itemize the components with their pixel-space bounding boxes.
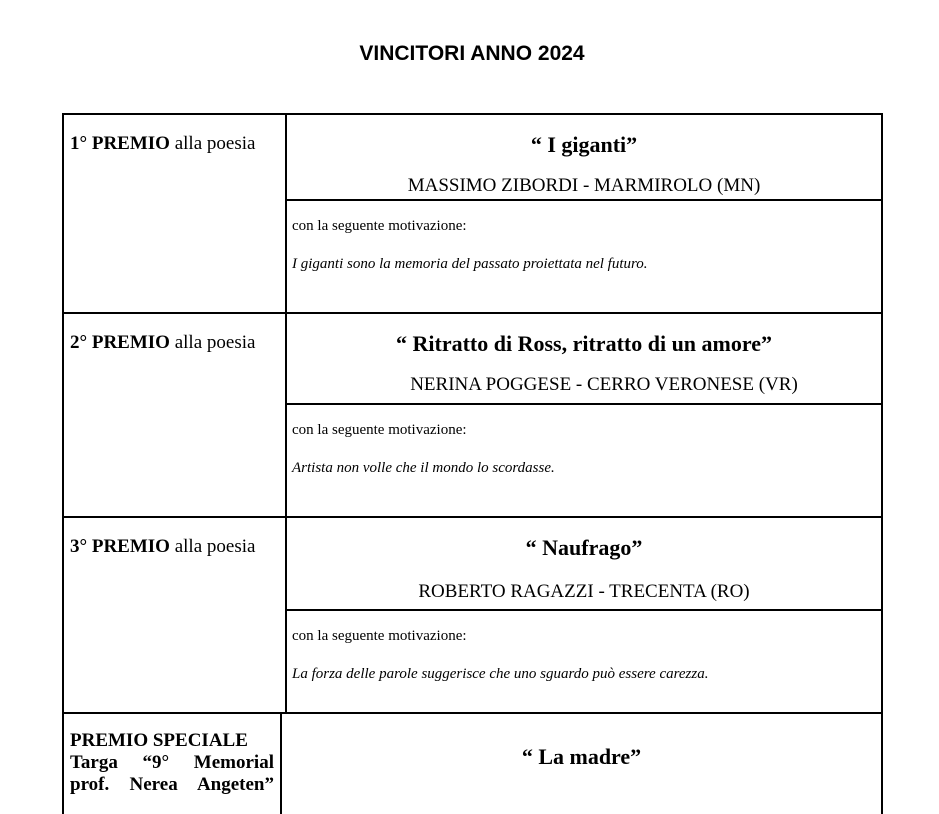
prize-row-1 [62,115,883,314]
special-prize-plaque: Targa “9° Memorial [70,752,274,773]
poem-title: “ Naufrago” [525,535,643,560]
prize-row-3 [62,518,883,714]
prize-rank: 3° PREMIO [70,536,170,557]
prize-rank: 1° PREMIO [70,133,170,154]
prize-category: alla poesia [169,536,256,557]
special-prize-row [62,714,883,814]
special-prize-memorial: prof. Nerea Angeten” [70,774,274,795]
poem-title: “ I giganti” [530,132,638,157]
winners-table [62,113,883,814]
motivation-text: Artista non volle che il mondo lo scordasse. [292,460,555,476]
poem-author: MASSIMO ZIBORDI - MARMIROLO (MN) [407,175,761,196]
prize-category: alla poesia [169,133,256,154]
prize-row-2 [62,314,883,518]
poem-author: NERINA POGGESE - CERRO VERONESE (VR) [410,374,798,395]
prize-label-cell [64,115,287,312]
page-title: VINCITORI ANNO 2024 [359,42,585,65]
poem-author: ROBERTO RAGAZZI - TRECENTA (RO) [418,581,750,602]
poem-cell [287,518,881,611]
special-prize-heading: PREMIO SPECIALE [70,730,248,751]
motivation-cell [287,405,881,477]
motivation-cell [287,611,881,683]
prize-label-cell [64,314,287,516]
motivation-cell [287,201,881,273]
prize-rank: 2° PREMIO [70,332,170,353]
prize-label-cell [64,518,287,712]
special-prize-label-cell [64,714,282,814]
motivation-label: con la seguente motivazione: [292,218,467,234]
motivation-label: con la seguente motivazione: [292,422,467,438]
poem-title: “ La madre” [521,744,642,769]
poem-cell [282,714,881,770]
poem-title: “ Ritratto di Ross, ritratto di un amore” [396,331,772,356]
poem-cell [287,314,881,405]
prize-category: alla poesia [169,332,256,353]
motivation-text: I giganti sono la memoria del passato proiettata nel futuro. [292,256,648,272]
poem-cell [287,115,881,201]
motivation-text: La forza delle parole suggerisce che uno sguardo può essere carezza. [292,666,709,682]
motivation-label: con la seguente motivazione: [292,628,467,644]
